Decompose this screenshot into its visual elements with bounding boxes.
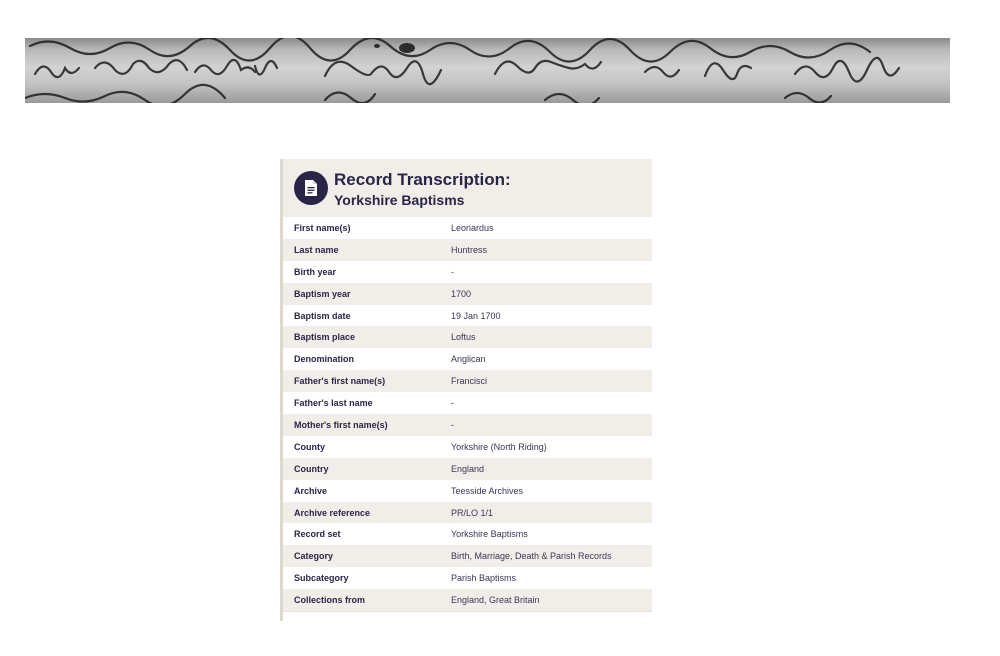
- field-row-archive: [283, 480, 652, 502]
- field-value: Parish Baptisms: [451, 573, 517, 584]
- field-row-denomination: [283, 348, 652, 370]
- field-value: Yorkshire Baptisms: [451, 529, 528, 540]
- field-row-county: [283, 436, 652, 458]
- field-value: Teesside Archives: [451, 485, 524, 496]
- field-row-birth-year: [283, 261, 652, 283]
- field-row-fathers-last-name: [283, 392, 652, 414]
- field-value: Loftus: [451, 332, 476, 343]
- field-row-fathers-first-names: [283, 370, 652, 392]
- field-label: Archive: [294, 485, 328, 496]
- field-row-country: [283, 458, 652, 480]
- record-transcription-card: [280, 159, 652, 621]
- field-row-archive-reference: [283, 502, 652, 524]
- field-label: Father's first name(s): [294, 376, 386, 387]
- field-label: Subcategory: [294, 573, 349, 584]
- field-row-baptism-year: [283, 283, 652, 305]
- field-value: -: [451, 266, 454, 277]
- field-value: PR/LO 1/1: [451, 507, 494, 518]
- field-label: Record set: [294, 529, 341, 540]
- field-row-record-set: [283, 523, 652, 545]
- card-header: [283, 159, 652, 217]
- field-label: Mother's first name(s): [294, 419, 388, 430]
- field-row-baptism-date: [283, 305, 652, 327]
- field-label: Denomination: [294, 354, 354, 365]
- field-label: Baptism place: [294, 332, 356, 343]
- field-label: County: [294, 441, 325, 452]
- field-label: Birth year: [294, 266, 337, 277]
- field-value: 19 Jan 1700: [451, 310, 501, 321]
- field-row-subcategory: [283, 567, 652, 589]
- field-value: Anglican: [451, 354, 486, 365]
- field-value: England, Great Britain: [451, 595, 540, 606]
- field-label: Father's last name: [294, 398, 373, 409]
- field-label: Baptism year: [294, 288, 351, 299]
- record-fields-table: [283, 217, 652, 611]
- register-scan-image: [25, 38, 950, 103]
- field-label: Archive reference: [294, 507, 371, 518]
- field-label: Baptism date: [294, 310, 351, 321]
- field-label: Collections from: [294, 595, 366, 606]
- field-value: -: [451, 419, 454, 430]
- handwriting-scan: [25, 38, 950, 103]
- field-row-first-names: [283, 217, 652, 239]
- field-label: Category: [294, 551, 334, 562]
- field-row-category: [283, 545, 652, 567]
- field-row-last-name: [283, 239, 652, 261]
- field-row-collections-from: [283, 589, 652, 611]
- field-label: Country: [294, 463, 329, 474]
- field-value: -: [451, 398, 454, 409]
- field-row-baptism-place: [283, 326, 652, 348]
- document-icon: [294, 171, 328, 205]
- card-footer: [283, 611, 652, 622]
- field-row-mothers-first-names: [283, 414, 652, 436]
- field-value: Birth, Marriage, Death & Parish Records: [451, 551, 612, 562]
- record-subtitle: Yorkshire Baptisms: [334, 192, 465, 208]
- field-value: Francisci: [451, 376, 488, 387]
- field-value: England: [451, 463, 485, 474]
- field-value: Leonardus: [451, 222, 494, 233]
- field-value: Yorkshire (North Riding): [451, 441, 547, 452]
- field-value: Huntress: [451, 244, 488, 255]
- field-label: Last name: [294, 244, 339, 255]
- record-title: Record Transcription:: [334, 170, 511, 189]
- field-label: First name(s): [294, 222, 351, 233]
- field-value: 1700: [451, 288, 472, 299]
